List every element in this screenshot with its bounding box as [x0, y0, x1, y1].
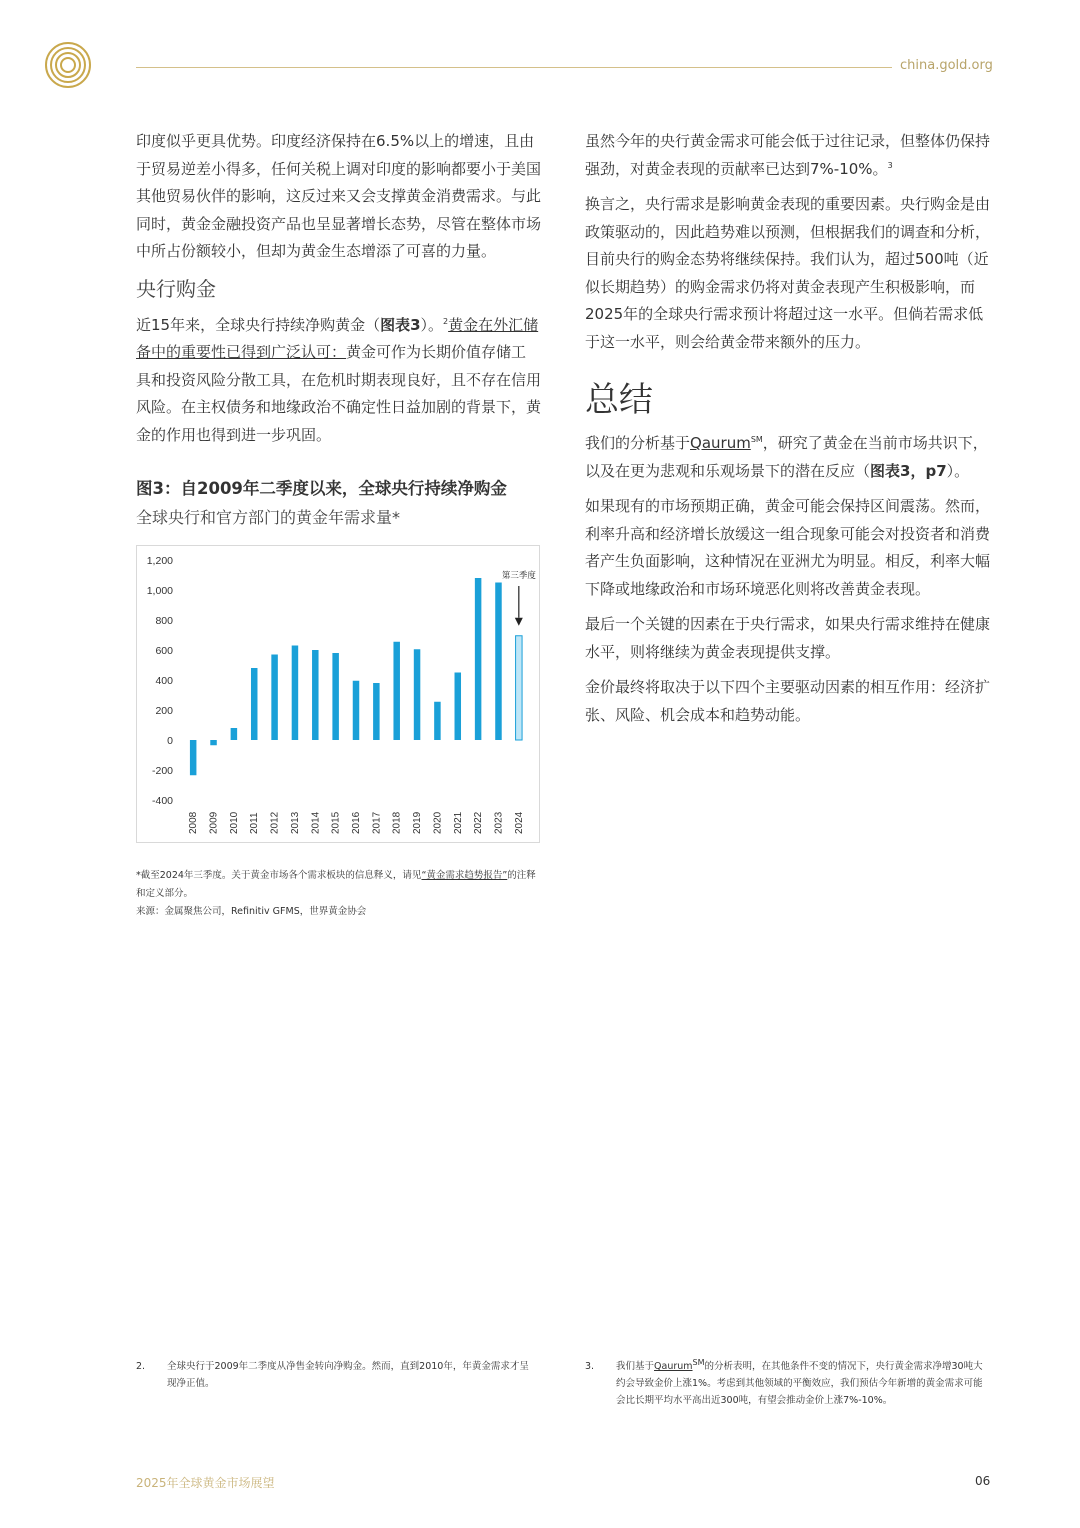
cb-text-3: 黄金可作为长期价值存储工具和投资风险分散工具，在危机时期表现良好，且不存在信用风险。在主权债务和地缘政治不确定性日益加剧的背景下，黄金的作用也得到进一步巩固。 [136, 343, 542, 444]
site-url[interactable]: china.gold.org [900, 58, 993, 73]
y-tick-label: 200 [155, 705, 173, 717]
fn3-service-mark: SM [692, 1357, 705, 1367]
right-paragraph-2: 换言之，央行需求是影响黄金表现的重要因素。央行购金是由政策驱动的，因此趋势难以预测，但根据我们的调查和分析，目前央行的购金态势将继续保持。我们认为，超过500吨（近似长期趋势）的购金需求仍将对黄金表现产生积极影响，而2025年的全球央行需求预计将超过这一水平。但倘若需求低于这一水平，则会给黄金带来额外的压力。 [585, 195, 991, 351]
left-column [136, 128, 541, 921]
x-tick-label: 2017 [371, 811, 383, 834]
right-paragraph-5: 最后一个关键的因素在于央行需求，如果央行需求维持在健康水平，则将继续为黄金表现提供支撑。 [585, 615, 991, 661]
footnote-2 [136, 1358, 536, 1392]
bar-2008 [190, 740, 197, 775]
footnote-2-number: 2. [136, 1361, 146, 1372]
x-tick-label: 2014 [310, 811, 322, 834]
bar-2019 [414, 649, 421, 740]
bar-2017 [373, 683, 380, 740]
bar-2014 [312, 650, 319, 740]
footnote-ref-3[interactable]: 3 [887, 160, 893, 170]
y-tick-label: 0 [167, 735, 173, 747]
header-rule [136, 67, 892, 68]
fn3-qaurum-link[interactable]: Qaurum [654, 1361, 693, 1372]
y-tick-label: 600 [155, 645, 173, 657]
footnote-ref-2[interactable]: 2 [443, 316, 449, 326]
bar-2024 [516, 636, 523, 740]
x-tick-label: 2016 [351, 811, 362, 834]
right-paragraph-4: 如果现有的市场预期正确，黄金可能会保持区间震荡。然而，利率升高和经济增长放缓这一组合现象可能会对投资者和消费者产生负面影响，这种情况在亚洲尤为明显。相反，利率大幅下降或地缘政治和市场环境恶化则将改善黄金表现。 [585, 497, 991, 598]
right-paragraph-1 [585, 128, 990, 183]
gold-rings-logo [44, 41, 92, 89]
footnote-2-text: 全球央行于2009年二季度从净售金转向净购金。然而，直到2010年，年黄金需求才呈现净正值。 [167, 1361, 529, 1389]
x-tick-label: 2011 [249, 812, 261, 834]
footer-title: 2025年全球黄金市场展望 [136, 1476, 275, 1490]
y-tick-label: -200 [151, 765, 173, 777]
central-bank-paragraph [136, 312, 541, 450]
y-tick-label: 400 [155, 675, 173, 687]
service-mark: SM [750, 435, 763, 444]
intro-paragraph: 印度似乎更具优势。印度经济保持在6.5%以上的增速，且由于贸易逆差小得多，任何关税上调对印度的影响都要小于美国其他贸易伙伴的影响，这反过来又会支撑黄金消费需求。与此同时，黄金金融投资产品也呈显著增长态势，尽管在整体市场中所占份额较小，但却为黄金生态增添了可喜的力量。 [136, 132, 542, 260]
fn3-text-2: 的分析表明，在其他条件不变的情况下，央行黄金需求净增30吨大约会导致金价上涨1%。考虑到其他领域的平衡效应，我们预估今年新增的黄金需求可能会比长期平均水平高出近300吨，有望会推动金价上涨7%-10%。 [616, 1361, 983, 1406]
rp3-text-2: ，研究了黄金在当前市场共识下，以及在更为悲观和乐观场景下的潜在反应（ [585, 434, 988, 480]
bar-2022 [475, 578, 482, 740]
chart-ref: 图表3，p7 [870, 461, 947, 480]
reserves-link[interactable]: 黄金在外汇储备中的重要性已得到广泛认可： [136, 315, 539, 361]
bar-2012 [271, 655, 278, 741]
fig-note-text: *截至2024年三季度。关于黄金市场各个需求板块的信息释义，请见 [136, 870, 422, 881]
footnote-3 [585, 1358, 990, 1409]
source-note: 来源：金属聚焦公司，Refinitiv GFMS，世界黄金协会 [136, 906, 367, 917]
bar-2013 [292, 646, 299, 741]
footnote-3-text [616, 1358, 990, 1409]
fn3-text-1: 我们基于 [616, 1361, 655, 1372]
bar-2020 [434, 702, 441, 740]
cb-text-2: ）。 [420, 315, 444, 334]
rp3-text-3: ）。 [946, 461, 970, 480]
bar-2023 [495, 583, 502, 741]
cb-text-1: 近15年来，全球央行持续净购黄金（ [136, 315, 381, 334]
y-tick-label: -400 [151, 795, 173, 807]
x-tick-label: 2012 [269, 811, 281, 834]
figure-subtitle: 全球央行和官方部门的黄金年需求量* [136, 508, 401, 527]
bar-2011 [251, 668, 258, 740]
right-paragraph-6: 金价最终将取决于以下四个主要驱动因素的相互作用：经济扩张、风险、机会成本和趋势动能。 [585, 678, 991, 724]
figure-title: 图3：自2009年二季度以来，全球央行持续净购金 [136, 479, 507, 498]
qaurum-link[interactable]: Qaurum [690, 434, 751, 452]
bar-2009 [210, 740, 217, 745]
gdt-report-link[interactable]: “黄金需求趋势报告” [421, 870, 508, 881]
footnote-3-number: 3. [585, 1361, 595, 1372]
x-tick-label: 2009 [208, 811, 220, 834]
right-column [585, 128, 990, 737]
bar-2015 [332, 653, 339, 740]
y-tick-label: 1,000 [146, 585, 173, 597]
chart-frame [136, 545, 540, 843]
y-tick-label: 1,200 [146, 555, 173, 567]
bar-2010 [231, 728, 238, 740]
x-tick-label: 2010 [228, 811, 240, 834]
rp1-text: 虽然今年的央行黄金需求可能会低于过往记录，但整体仍保持强劲，对黄金表现的贡献率已达到7%-10%。 [585, 132, 991, 178]
bar-2016 [353, 681, 360, 740]
fig-note-text-2: 的注释和定义部分。 [136, 870, 536, 899]
annotation-arrow-head [515, 618, 523, 626]
x-tick-label: 2020 [432, 811, 444, 834]
page-number: 06 [975, 1474, 991, 1488]
bar-2021 [455, 673, 462, 741]
central-bank-heading: 央行购金 [136, 276, 216, 301]
x-tick-label: 2019 [412, 811, 424, 834]
summary-heading: 总结 [585, 380, 653, 420]
rp3-text-1: 我们的分析基于 [585, 434, 691, 452]
bar-2018 [393, 642, 400, 740]
x-tick-label: 2022 [473, 811, 485, 834]
cb-demand-bar-chart [137, 546, 539, 842]
x-tick-label: 2024 [513, 811, 525, 834]
x-tick-label: 2013 [289, 811, 301, 834]
x-tick-label: 2023 [493, 811, 505, 834]
x-tick-label: 2015 [330, 811, 342, 834]
x-tick-label: 2008 [188, 811, 200, 834]
figure-footnote [136, 867, 541, 903]
y-tick-label: 800 [155, 615, 173, 627]
annotation-label: 第三季度 [501, 571, 536, 581]
right-paragraph-3 [585, 430, 990, 485]
figure-notes [136, 867, 541, 921]
x-tick-label: 2021 [452, 811, 464, 834]
x-tick-label: 2018 [391, 811, 403, 834]
figure-ref: 图表3 [380, 315, 421, 334]
